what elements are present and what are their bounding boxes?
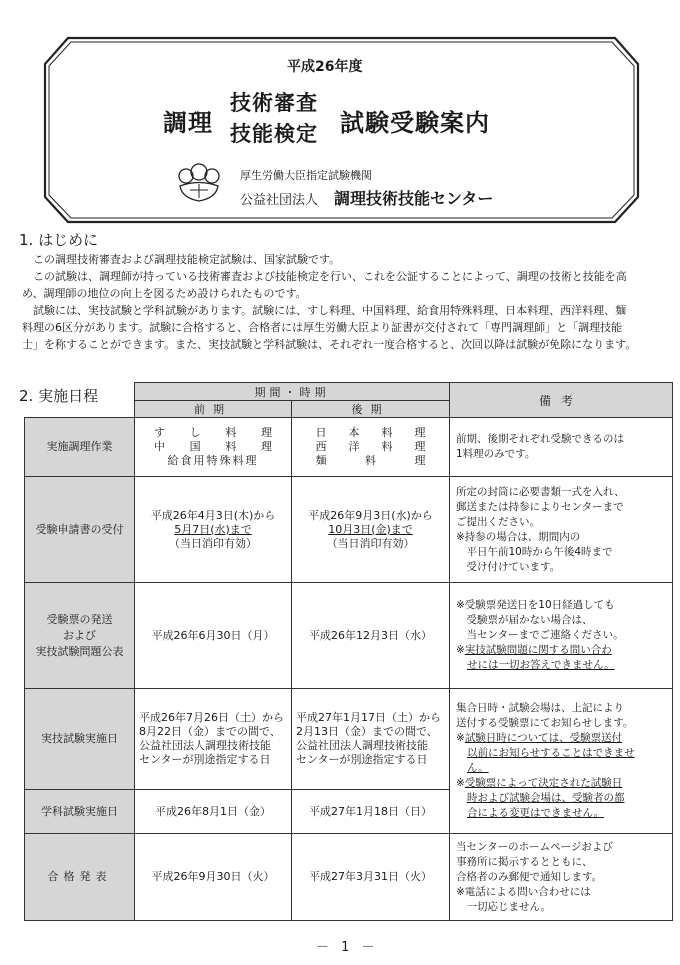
note-line: 前期、後期それぞれ受験できるのは	[456, 433, 624, 445]
intro-line: この調理技術審査および調理技能検定試験は、国家試験です。	[22, 253, 341, 266]
note-line: ※受験票発送日を10日経過しても	[456, 599, 615, 611]
note-exams	[450, 689, 673, 834]
page-number: － 1 －	[316, 940, 379, 955]
title-technical-review: 技術審査	[230, 91, 318, 115]
char: す	[154, 426, 165, 439]
note-line: 集合日時・試験会場は、上記により	[456, 702, 624, 714]
note-results	[450, 834, 673, 921]
table-row	[25, 834, 673, 921]
first-work-cell	[135, 418, 292, 477]
note-line: 郵送または持参によりセンターまで	[456, 500, 624, 513]
header-second-half: 後期	[292, 401, 450, 418]
char: 麺	[315, 454, 327, 467]
second-written-date: 平成27年1月18日（日）	[292, 790, 450, 834]
char: 洋	[348, 440, 360, 453]
header-first-half: 前期	[135, 401, 292, 418]
note-line: 事務所に掲示するとともに、	[456, 855, 593, 868]
row-label-written: 学科試験実施日	[25, 790, 135, 834]
intro-line: 試験には、実技試験と学科試験があります。試験には、すし料理、中国料理、給食用特殊料理、日本料理、西洋料理、麺	[22, 304, 627, 317]
second-results-date: 平成27年3月31日（火）	[292, 834, 450, 921]
paulownia-crest-icon	[176, 162, 222, 204]
table-row	[25, 418, 673, 477]
section-heading-intro: 1. はじめに	[19, 231, 99, 249]
label-line: 受験票の発送	[46, 612, 113, 626]
first-practical-cell	[135, 689, 292, 790]
second-application-cell	[292, 477, 450, 583]
first-application-cell	[135, 477, 292, 583]
note-line: ん。	[467, 762, 489, 774]
char: 料	[381, 440, 393, 453]
header-period: 期間・時期	[135, 383, 450, 401]
note-line: 受験票が届かない場合は、	[456, 614, 593, 626]
note-mark: ※	[456, 777, 465, 789]
row-label-practical: 実技試験実施日	[25, 689, 135, 790]
char: 理	[260, 440, 272, 453]
char: 理	[414, 440, 426, 453]
note-line: せには一切お答えできません。	[467, 659, 615, 671]
date-line: センターが別途指定する日	[296, 753, 428, 766]
table-corner	[25, 383, 135, 418]
note-mark: ※	[456, 644, 465, 656]
char: 国	[189, 440, 201, 453]
first-results-date: 平成26年9月30日（火）	[135, 834, 292, 921]
note-line	[456, 731, 668, 746]
row-label-application: 受験申請書の受付	[25, 477, 135, 583]
section-heading-schedule: 2. 実施日程	[19, 387, 99, 405]
first-ticket-date: 平成26年6月30日（月）	[135, 583, 292, 689]
date-line: 2月13日（金）までの間で、	[296, 725, 438, 738]
title-cooking: 調理	[163, 109, 213, 137]
label-line: および	[63, 628, 96, 642]
intro-line: 士」を称することができます。また、実技試験と学科試験は、それぞれ一度合格すると、次回以降は試験が免除になります。	[22, 338, 637, 351]
char: 料	[365, 454, 376, 467]
note-mark: ※	[456, 732, 465, 744]
note-text: 受験票によって決定された試験日	[464, 777, 623, 789]
note-line: 平日午前10時から午後4時まで	[456, 545, 613, 558]
note-line: 当センターまでご連絡ください。	[456, 629, 624, 641]
note-line: ご提出ください。	[456, 515, 540, 528]
intro-body	[22, 251, 662, 353]
date-line: （当日消印有効）	[326, 536, 415, 550]
second-work-line	[316, 454, 426, 468]
first-written-date: 平成26年8月1日（金）	[135, 790, 292, 834]
first-work-line: 給食用特殊料理	[167, 454, 259, 467]
date-line: 5月7日(水)まで	[174, 522, 252, 536]
note-line: ※電話による問い合わせには	[456, 885, 591, 898]
table-row	[25, 477, 673, 583]
note-line: 当センターのホームページおよび	[456, 840, 613, 853]
note-line: 一切応じません。	[456, 900, 552, 913]
row-label-results: 合格発表	[25, 834, 135, 921]
second-work-cell	[292, 418, 450, 477]
char: 日	[315, 426, 327, 439]
note-ticket	[450, 583, 673, 689]
note-text: 実技試験問題に関する問い合わ	[464, 644, 612, 656]
row-label-work: 実施調理作業	[25, 418, 135, 477]
char: 理	[260, 426, 272, 439]
note-application	[450, 477, 673, 583]
row-label-ticket	[25, 583, 135, 689]
table-row	[25, 583, 673, 689]
note-text: 試験日時については、受験票送付	[464, 732, 623, 744]
char: 理	[414, 454, 426, 467]
date-line: センターが別途指定する日	[139, 753, 271, 766]
org-designation: 厚生労働大臣指定試験機関	[240, 169, 372, 182]
char: 西	[315, 440, 327, 453]
date-line: （当日消印有効）	[169, 536, 257, 550]
fiscal-year: 平成26年度	[287, 59, 363, 75]
first-work-line	[154, 440, 272, 454]
note-line: ※持参の場合は、期間内の	[456, 530, 581, 543]
note-line	[456, 776, 668, 791]
title-exam-guide: 試験受験案内	[340, 109, 490, 137]
intro-line: 料理の6区分があります。試験に合格すると、合格者には厚生労働大臣より証書が交付されて「専門調理師」と「調理技能	[22, 321, 623, 334]
date-line: 平成27年1月17日（土）から	[296, 711, 441, 724]
date-line: 平成26年4月3日(木)から	[150, 508, 276, 522]
note-line	[456, 643, 668, 658]
char: 料	[225, 440, 237, 453]
intro-line: この試験は、調理師が持っている技術審査および技能検定を行い、これを公証することによって、調理の技術と技能を高	[22, 270, 627, 283]
char: 料	[381, 426, 393, 439]
date-line: 8月22日（金）までの間で、	[139, 725, 281, 738]
schedule-table	[24, 382, 673, 921]
org-type: 公益社団法人	[240, 193, 319, 208]
second-practical-cell	[292, 689, 450, 790]
note-line: 合格者のみ郵便で通知します。	[456, 870, 603, 883]
note-line: 1料理のみです。	[456, 448, 536, 460]
org-name: 調理技術技能センター	[334, 189, 494, 208]
char: 中	[154, 440, 165, 453]
note-work	[450, 418, 673, 477]
note-line: 送付する受験票にてお知らせします。	[456, 717, 634, 729]
first-work-line	[154, 426, 272, 440]
char: 理	[414, 426, 426, 439]
date-line: 公益社団法人調理技術技能	[139, 739, 271, 752]
char: 本	[348, 426, 360, 439]
char: 料	[225, 426, 237, 439]
date-line: 10月3日(金)まで	[328, 522, 413, 536]
note-line: 受け付けています。	[456, 560, 561, 573]
intro-line: め、調理師の地位の向上を図るため設けられたものです。	[22, 287, 307, 300]
note-line: 合による変更はできません。	[467, 807, 605, 819]
char: し	[189, 426, 201, 439]
date-line: 公益社団法人調理技術技能	[296, 739, 428, 752]
note-line: 以前にお知らせすることはできませ	[467, 747, 635, 759]
second-work-line	[316, 426, 426, 440]
note-line: 所定の封筒に必要書類一式を入れ、	[456, 485, 625, 498]
date-line: 平成26年9月3日(水)から	[308, 508, 433, 522]
header-notes: 備考	[450, 383, 673, 418]
second-ticket-date: 平成26年12月3日（水）	[292, 583, 450, 689]
date-line: 平成26年7月26日（土）から	[139, 711, 284, 724]
second-work-line	[316, 440, 426, 454]
label-line: 実技試験問題公表	[35, 644, 124, 658]
table-row	[25, 689, 673, 790]
title-skill-test: 技能検定	[230, 122, 318, 146]
note-line: 時および試験会場は、受験者の都	[467, 792, 625, 804]
